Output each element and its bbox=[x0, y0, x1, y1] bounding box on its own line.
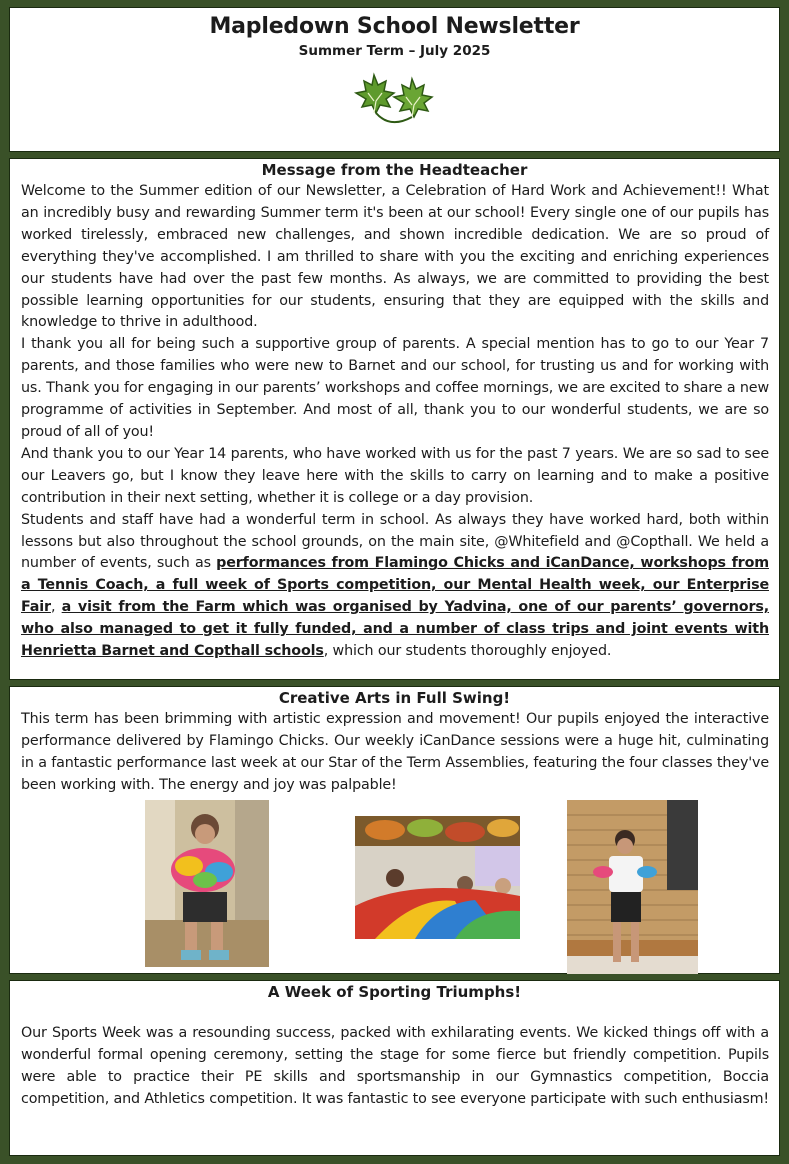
sports-week-section bbox=[9, 980, 780, 1156]
newsletter-subtitle: Summer Term – July 2025 bbox=[298, 43, 491, 59]
maple-leaves-icon bbox=[350, 71, 440, 129]
paragraph-4-comma: , bbox=[50, 599, 62, 616]
sports-week-title: A Week of Sporting Triumphs! bbox=[267, 983, 522, 1001]
header-panel bbox=[9, 7, 780, 152]
newsletter-title: Mapledown School Newsletter bbox=[209, 14, 580, 39]
paragraph-4-intro: Students and staff have had a wonderful term in school. As always they have worked hard, both within lessons but also throughout the school grounds, on the main site, @Whitefield and @Copthall. We held a number of events, such as bbox=[21, 511, 769, 572]
section-spacer bbox=[10, 1003, 779, 1023]
headteacher-message bbox=[21, 181, 769, 663]
headteacher-title: Message from the Headteacher bbox=[261, 161, 528, 179]
events-list-highlight: performances from Flamingo Chicks and iCanDance, workshops from a Tennis Coach, a full week of Sports competition, our Mental Health week, our Enterprise Fair bbox=[21, 555, 769, 616]
headteacher-paragraph-1: Welcome to the Summer edition of our Newsletter, a Celebration of Hard Work and Achievement!! What an incredibly busy and rewarding Summer term it's been at our school! Every single one of our pupils has worked tirelessly, embraced new challenges, and shown incredible dedication. We are so proud of everything they've accomplished. I am thrilled to share with you the exciting and enriching experiences our students have had over the past few months. As always, we are committed to providing the best possible learning opportunities for our students, ensuring that they are equipped with the skills and knowledge to thrive in adulthood. bbox=[21, 183, 769, 331]
creative-arts-section bbox=[9, 686, 780, 974]
parachute-activity-photo bbox=[355, 816, 520, 939]
farm-visit-highlight: a visit from the Farm which was organised by Yadvina, one of our parents’ governors, who also managed to get it fully funded, and a number of class trips and joint events with Henrietta Barnet and Copthall schools bbox=[21, 599, 769, 660]
sports-week-text: Our Sports Week was a resounding success, packed with exhilarating events. We kicked things off with a wonderful formal opening ceremony, setting the stage for some fierce but friendly competition. Pupils were able to practice their PE skills and sportsmanship in our Gymnastics competition, Boccia competition, and Athletics competition. It was fantastic to see everyone participate with such enthusiasm! bbox=[21, 1025, 769, 1107]
headteacher-paragraph-4 bbox=[21, 510, 769, 663]
paragraph-4-end: , which our students thoroughly enjoyed. bbox=[323, 643, 612, 660]
creative-arts-title: Creative Arts in Full Swing! bbox=[278, 689, 511, 707]
headteacher-paragraph-2: I thank you all for being such a supportive group of parents. A special mention has to go to our Year 7 parents, and those families who were new to Barnet and our school, for trusting us and for working with us. Thank you for engaging in our parents’ workshops and coffee mornings, we are excited to share a new programme of activities in September. And most of all, thank you to our wonderful students, we are so proud of all of you! bbox=[21, 336, 769, 440]
pupil-standing-photo bbox=[567, 800, 698, 974]
creative-arts-text: This term has been brimming with artistic expression and movement! Our pupils enjoyed the interactive performance delivered by Flamingo Chicks. Our weekly iCanDance sessions were a huge hit, culminating in a fantastic performance last week at our Star of the Term Assemblies, featuring the four classes they've been working with. The energy and joy was palpable! bbox=[21, 711, 769, 793]
headteacher-paragraph-3: And thank you to our Year 14 parents, who have worked with us for the past 7 years. We are so sad to see our Leavers go, but I know they leave here with the skills to carry on learning and to make a positive contribution in their next setting, whether it is college or a day provision. bbox=[21, 445, 769, 506]
dance-photo-pupil-seated bbox=[145, 800, 269, 967]
headteacher-section bbox=[9, 158, 780, 680]
